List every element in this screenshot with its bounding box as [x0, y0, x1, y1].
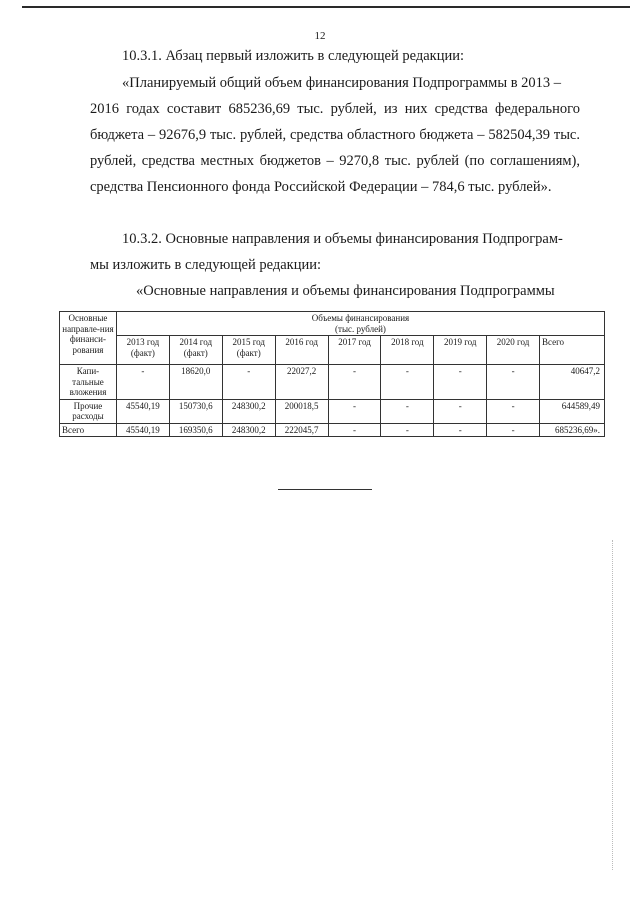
table-row [60, 399, 605, 423]
corner-header: Основные направле-ния финанси-рования [60, 312, 117, 365]
end-separator-line [278, 489, 372, 490]
section-10-3-2-first-line: 10.3.2. Основные направления и объемы финансирования Подпрограм- [122, 231, 563, 247]
table-cell: 22027,2 [275, 365, 328, 400]
table-header-row [60, 312, 605, 336]
top-border-line [22, 6, 630, 8]
table-cell: 45540,19 [116, 399, 169, 423]
column-header: Всего [539, 336, 604, 365]
column-header: 2016 год [275, 336, 328, 365]
group-header-title: Объемы финансирования [311, 313, 410, 323]
table-row-total [60, 423, 605, 437]
table-row [60, 365, 605, 400]
table-cell: - [487, 423, 540, 437]
row-label: Прочие расходы [60, 399, 117, 423]
table-cell: - [434, 399, 487, 423]
table-cell: 200018,5 [275, 399, 328, 423]
section-10-3-2 [90, 226, 580, 278]
table-cell: - [434, 365, 487, 400]
table-cell: 644589,49 [539, 399, 604, 423]
section-10-3-1 [90, 43, 580, 69]
group-header-unit: (тыс. рублей) [335, 323, 386, 334]
table-year-row [60, 336, 605, 365]
table-cell: - [434, 423, 487, 437]
table-cell: - [116, 365, 169, 400]
column-header: 2017 год [328, 336, 381, 365]
table-cell: - [328, 423, 381, 437]
table-cell: - [487, 365, 540, 400]
group-header [116, 312, 604, 336]
quote-paragraph-first-line: «Планируемый общий объем финансирования Подпрограммы в 2013 – [122, 75, 562, 91]
column-header: 2018 год [381, 336, 434, 365]
table-cell: - [487, 399, 540, 423]
column-header: 2015 год (факт) [222, 336, 275, 365]
table-cell: 685236,69». [539, 423, 604, 437]
row-label: Всего [60, 423, 117, 437]
table-cell: - [328, 399, 381, 423]
section-10-3-2-rest: мы изложить в следующей редакции: [90, 257, 322, 273]
scan-margin-mark [612, 540, 613, 870]
table-cell: 45540,19 [116, 423, 169, 437]
table-cell: 248300,2 [222, 423, 275, 437]
section-10-3-1-text: 10.3.1. Абзац первый изложить в следующей редакции: [122, 48, 465, 64]
financing-table [59, 311, 605, 437]
quote-paragraph-rest: 2016 годах составит 685236,69 тыс. рублей, из них средства федерального бюджета – 92676,9 тыс. рублей, средства областного бюджета – 582504,39 тыс. рублей, средства местных бюджетов – 9270,8 тыс. рублей (по соглашениям), средства Пенсионного фонда Российской Федерации – 784,6 тыс. рублей». [90, 101, 580, 195]
table-cell: - [381, 365, 434, 400]
table-cell: - [222, 365, 275, 400]
table-cell: 169350,6 [169, 423, 222, 437]
column-header: 2020 год [487, 336, 540, 365]
quote-paragraph [90, 70, 580, 200]
table-cell: - [381, 399, 434, 423]
row-label: Капи-тальные вложения [60, 365, 117, 400]
table-cell: - [328, 365, 381, 400]
page-number: 12 [314, 30, 326, 42]
table-cell: 18620,0 [169, 365, 222, 400]
table-cell: 150730,6 [169, 399, 222, 423]
table-cell: 40647,2 [539, 365, 604, 400]
column-header: 2014 год (факт) [169, 336, 222, 365]
table-cell: 222045,7 [275, 423, 328, 437]
column-header: 2019 год [434, 336, 487, 365]
column-header: 2013 год (факт) [116, 336, 169, 365]
table-cell: - [381, 423, 434, 437]
table-cell: 248300,2 [222, 399, 275, 423]
table-caption: «Основные направления и объемы финансирования Подпрограммы [136, 283, 555, 299]
